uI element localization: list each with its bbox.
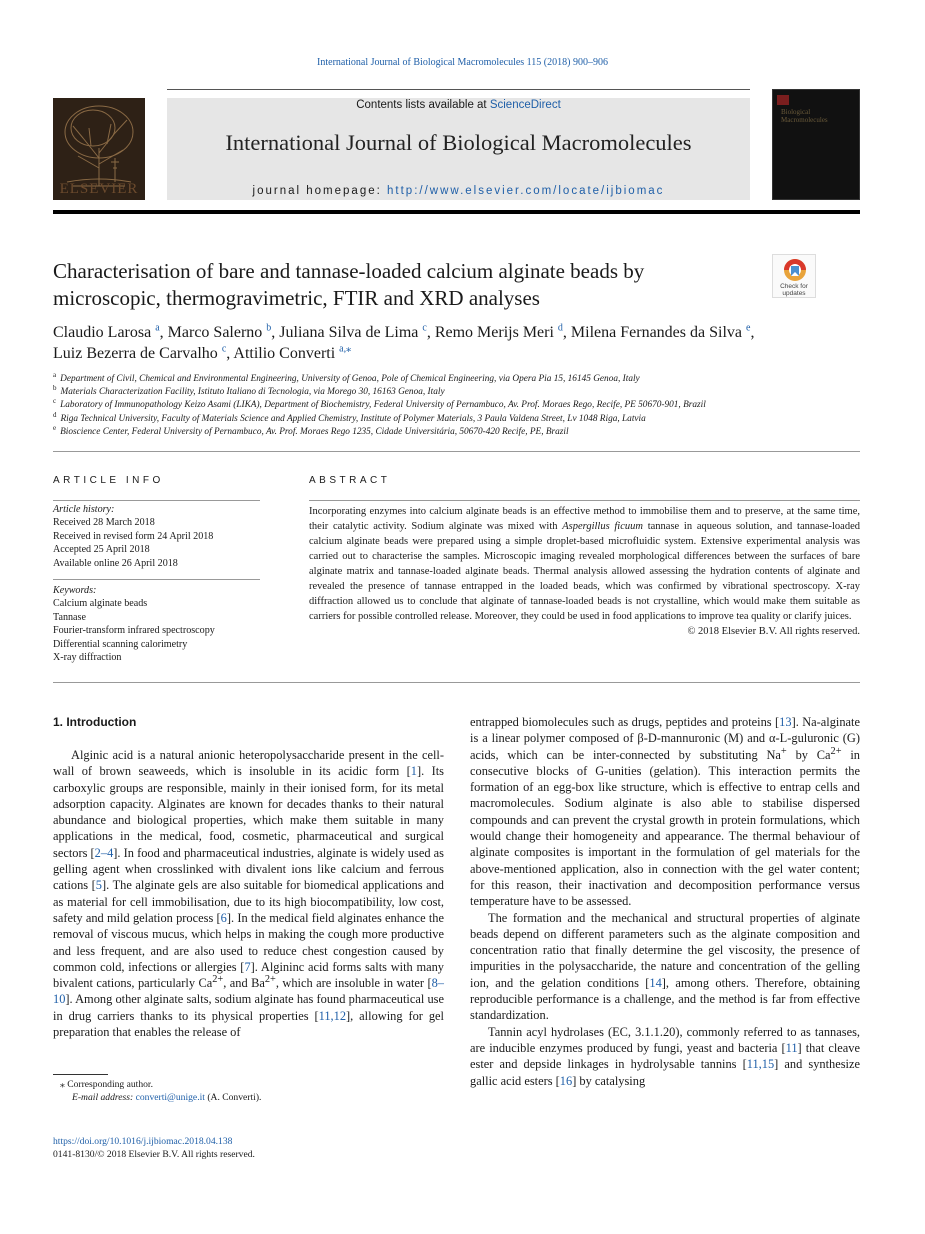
author: Luiz Bezerra de Carvalho $^c$,: [53, 343, 234, 362]
citation-ref[interactable]: 1: [410, 764, 417, 779]
divider: [309, 500, 860, 501]
issn-line: 0141-8130/© 2018 Elsevier B.V. All rights reserved.: [53, 1149, 255, 1160]
crossmark-label: Check for updates: [780, 283, 808, 297]
elsevier-logo: [53, 98, 145, 200]
citation-ref[interactable]: 11,15: [746, 1057, 775, 1072]
author-affil-sup[interactable]: d: [557, 322, 563, 334]
paragraph: The formation and the mechanical and structural properties of alginate beads depend on different parameters such as the alginate composition and concentration ratio that finally determine the gel viscosity, the presence of impurities in the polysaccharide, the nature and concentration of the gelling ion, and the gelation conditions [14], among others. Therefore, obtaining reproducible performance is a challenge, and the method is far from effective standardization.: [470, 910, 860, 1023]
citation-link[interactable]: International Journal of Biological Macromolecules 115 (2018) 900–906: [317, 57, 608, 68]
article-info-heading: ARTICLE INFO: [53, 475, 164, 486]
citation-ref[interactable]: 16: [559, 1073, 573, 1088]
check-for-updates-badge[interactable]: [772, 254, 816, 298]
affiliation: $^b$ Materials Characterization Facility, Istituto Italiano di Tecnologia, via Morego 30, 16163 Genoa, Italy: [53, 384, 445, 398]
citation-ref[interactable]: 11: [785, 1040, 798, 1055]
author: Marco Salerno $^b$,: [167, 322, 280, 341]
body-column-right: [470, 714, 860, 1089]
corresponding-author-note: ⁎ Corresponding author.: [60, 1079, 153, 1090]
email-link[interactable]: converti@unige.it: [135, 1092, 205, 1103]
cover-title: Biological Macromolecules: [781, 108, 828, 124]
paragraph: entrapped biomolecules such as drugs, peptides and proteins [13]. Na-alginate is a linear polymer composed of β-D-mannuronic (M) and α-L-guluronic (G) acids, which can be inter-connected by substituting Na+ by $Ca^{2+}$ in consecutive blocks of G-unities (gelation). This interaction permits the formation of an egg-box like structure, which is effective to entrap cells and macromolecules. Sodium alginate is also able to stabilise dispersed compounds and can prevent the crystal growth in protein formulations, which would change their homogeneity and appearance. The thermal behaviour of alginate composites is important in the formulation of gel materials for the above-mentioned application, also in connection with the gel water content; for this reason, their inactivation and decomposition performance versus temperature have to be assessed.: [470, 715, 860, 909]
divider: [53, 500, 260, 501]
citation-ref[interactable]: 14: [649, 975, 662, 990]
abstract-copyright: © 2018 Elsevier B.V. All rights reserved.: [687, 626, 860, 637]
history-item: Received in revised form 24 April 2018: [53, 530, 214, 542]
keyword: Tannase: [53, 611, 86, 623]
author-affil-sup[interactable]: c: [422, 322, 427, 334]
keyword: X-ray diffraction: [53, 652, 122, 664]
article-title: Characterisation of bare and tannase-loaded calcium alginate beads by microscopic, thermogravimetric, FTIR and XRD analyses: [53, 259, 645, 310]
abstract-body: Incorporating enzymes into calcium alginate beads is an effective method to immobilise them and to preserve, at the same time, their catalytic activity. Sodium alginate was mixed with Aspergillus ficuum tannase in aqueous solution, and tannase-loaded calcium alginate beads were prepared using a simple droplet-based microfluidic system. Extensive experimental analysis was carried out to characterise the samples. Microscopic imaging revealed morphological differences between the surfaces of bare alginate matrix and tannase-loaded alginate beads. Thermal analysis allowed assessing the hydration contents of alginate and revealed the presence of tannase entrapped in the loaded beads, which was confirmed by vibrational spectroscopy. X-ray diffraction allowed us to conclude that alginate of tannase-loaded beads is not crystalline, which would make them suitable as carriers for possible controlled release. Moreover, they could be used in food applications to improve tea quality or clarify juices. © 2018 Elsevier B.V. All rights reserved.: [309, 506, 861, 637]
keywords: [53, 584, 283, 664]
paragraph: Alginic acid is a natural anionic heteropolysaccharide present in the cell-wall of brown seaweeds, which is insoluble in its acidic form [1]. Its carboxylic groups are responsible, mainly in their ionised form, for its metal adsorption capacity. Alginates are known for decades thanks to their natural abundance and biological properties, which make them suitable in many applications in the medical, food, cosmetic, pharmaceutical and surgical sectors [2–4]. In food and pharmaceutical industries, alginate is widely used as gelling agent when crosslinked with divalent ions like calcium and ferrous cations [5]. The alginate gels are also suitable for biomedical applications and as material for cell immobilisation, due to its high biocompatibility, low cost, safety and mild gelation process [6]. In the medical field alginates enhance the removal of viscous mucus, which helps in making the cough more productive and less frequent, and are also used to reduce chest congestion caused by common cold, infections or allergies [7]. Algininc acid forms salts with many bivalent cations, particularly $Ca^{2+}$, and $Ba^{2+}$, which are insoluble in water [8–10]. Among other alginate salts, sodium alginate has found pharmaceutical use in drug carriers thanks to its physical properties [11,12], allowing for gel preparation that enables the release of: [53, 748, 444, 1040]
citation-ref[interactable]: 7: [244, 959, 251, 974]
crossmark-icon: [773, 255, 817, 285]
author: Milena Fernandes da Silva $^e$,: [570, 322, 755, 341]
keywords-label: Keywords:: [53, 585, 97, 596]
footnote-rule: [53, 1074, 108, 1075]
divider: [53, 451, 860, 452]
doi-block: [53, 1135, 453, 1161]
keyword: Calcium alginate beads: [53, 598, 148, 610]
footnotes: [60, 1078, 440, 1104]
affiliation: $^c$ Laboratory of Immunopathology Keizo Asami (LIKA), Department of Biochemistry, Federal University of Pernambuco, Av. Prof. Moraes Rego, Recife, PE 50670-901, Brazil: [53, 397, 706, 411]
history-label: Article history:: [53, 504, 115, 515]
author-affil-sup[interactable]: a: [155, 322, 160, 334]
affiliation: $^d$ Riga Technical University, Faculty of Materials Science and Applied Chemistry, Institute of Polymer Materials, 3 Paula Valdena Street, Lv 1048 Riga, Latvia: [53, 410, 646, 424]
citation-ref[interactable]: 13: [779, 715, 792, 729]
contents-line: [167, 99, 750, 111]
sciencedirect-link[interactable]: ScienceDirect: [489, 99, 561, 111]
citation-ref[interactable]: 5: [95, 878, 102, 893]
citation-ref[interactable]: 11,12: [318, 1008, 347, 1023]
section-heading: 1. Introduction: [53, 715, 137, 729]
doi-link[interactable]: https://doi.org/10.1016/j.ijbiomac.2018.04.138: [53, 1136, 233, 1147]
history-item: Accepted 25 April 2018: [53, 544, 150, 556]
abstract-heading: ABSTRACT: [309, 475, 391, 486]
homepage-prefix: journal homepage:: [252, 185, 388, 197]
divider: [53, 579, 260, 580]
divider: [53, 682, 860, 683]
keyword: Fourier-transform infrared spectroscopy: [53, 625, 215, 637]
body-column-left: [53, 747, 444, 1040]
article-history: [53, 503, 260, 570]
species-name: Aspergillus ficuum: [562, 521, 643, 532]
affiliation: $^a$ Department of Civil, Chemical and Environmental Engineering, University of Genoa, Pole of Chemical Engineering, via Opera Pia 15, 16145 Genoa, Italy: [53, 370, 640, 384]
author: Attilio Converti $^{a,⁎}$: [233, 343, 352, 362]
citation-ref[interactable]: 6: [220, 910, 227, 925]
history-item: Available online 26 April 2018: [53, 557, 178, 569]
journal-homepage: [167, 185, 750, 197]
author-affil-sup[interactable]: e: [746, 322, 751, 334]
author-affil-sup[interactable]: c: [221, 343, 227, 355]
citation-ref[interactable]: 2–4: [94, 845, 114, 860]
cover-logo-mark: [777, 95, 789, 105]
author-affil-sup[interactable]: a,⁎: [339, 343, 352, 355]
author-list: [53, 322, 860, 364]
author: Claudio Larosa $^a$,: [53, 322, 168, 341]
header-rule: [53, 210, 860, 214]
affiliation-list: [53, 370, 860, 439]
affiliation: $^e$ Bioscience Center, Federal University of Pernambuco, Av. Prof. Moraes Rego 1235, Cidade Universitária, 50670-420 Recife, PE, Brazil: [53, 423, 569, 437]
paragraph: Tannin acyl hydrolases (EC, 3.1.1.20), commonly referred to as tannases, are inducible enzymes produced by fungi, yeast and bacteria [11] that cleave ester and depside linkages in hydrolysable tannins [11,15] and synthesize gallic acid esters [16] by catalysing: [470, 1024, 861, 1088]
journal-citation[interactable]: [0, 57, 925, 68]
author-affil-sup[interactable]: b: [266, 322, 272, 334]
history-item: Received 28 March 2018: [53, 517, 155, 529]
keyword: Differential scanning calorimetry: [53, 638, 188, 650]
author: Juliana Silva de Lima $^c$,: [279, 322, 435, 341]
banner-top-rule: [167, 89, 750, 90]
journal-title: International Journal of Biological Macromolecules: [225, 130, 692, 155]
email-note: E-mail address: converti@unige.it (A. Converti).: [72, 1092, 262, 1103]
author: Remo Merijs Meri $^d$,: [434, 322, 571, 341]
homepage-link[interactable]: http://www.elsevier.com/locate/ijbiomac: [387, 185, 665, 197]
contents-prefix: Contents lists available at: [356, 99, 490, 111]
elsevier-wordmark: ELSEVIER: [59, 181, 139, 197]
journal-cover-thumbnail[interactable]: [772, 89, 860, 200]
citation-ref[interactable]: 8–10: [53, 976, 444, 1007]
